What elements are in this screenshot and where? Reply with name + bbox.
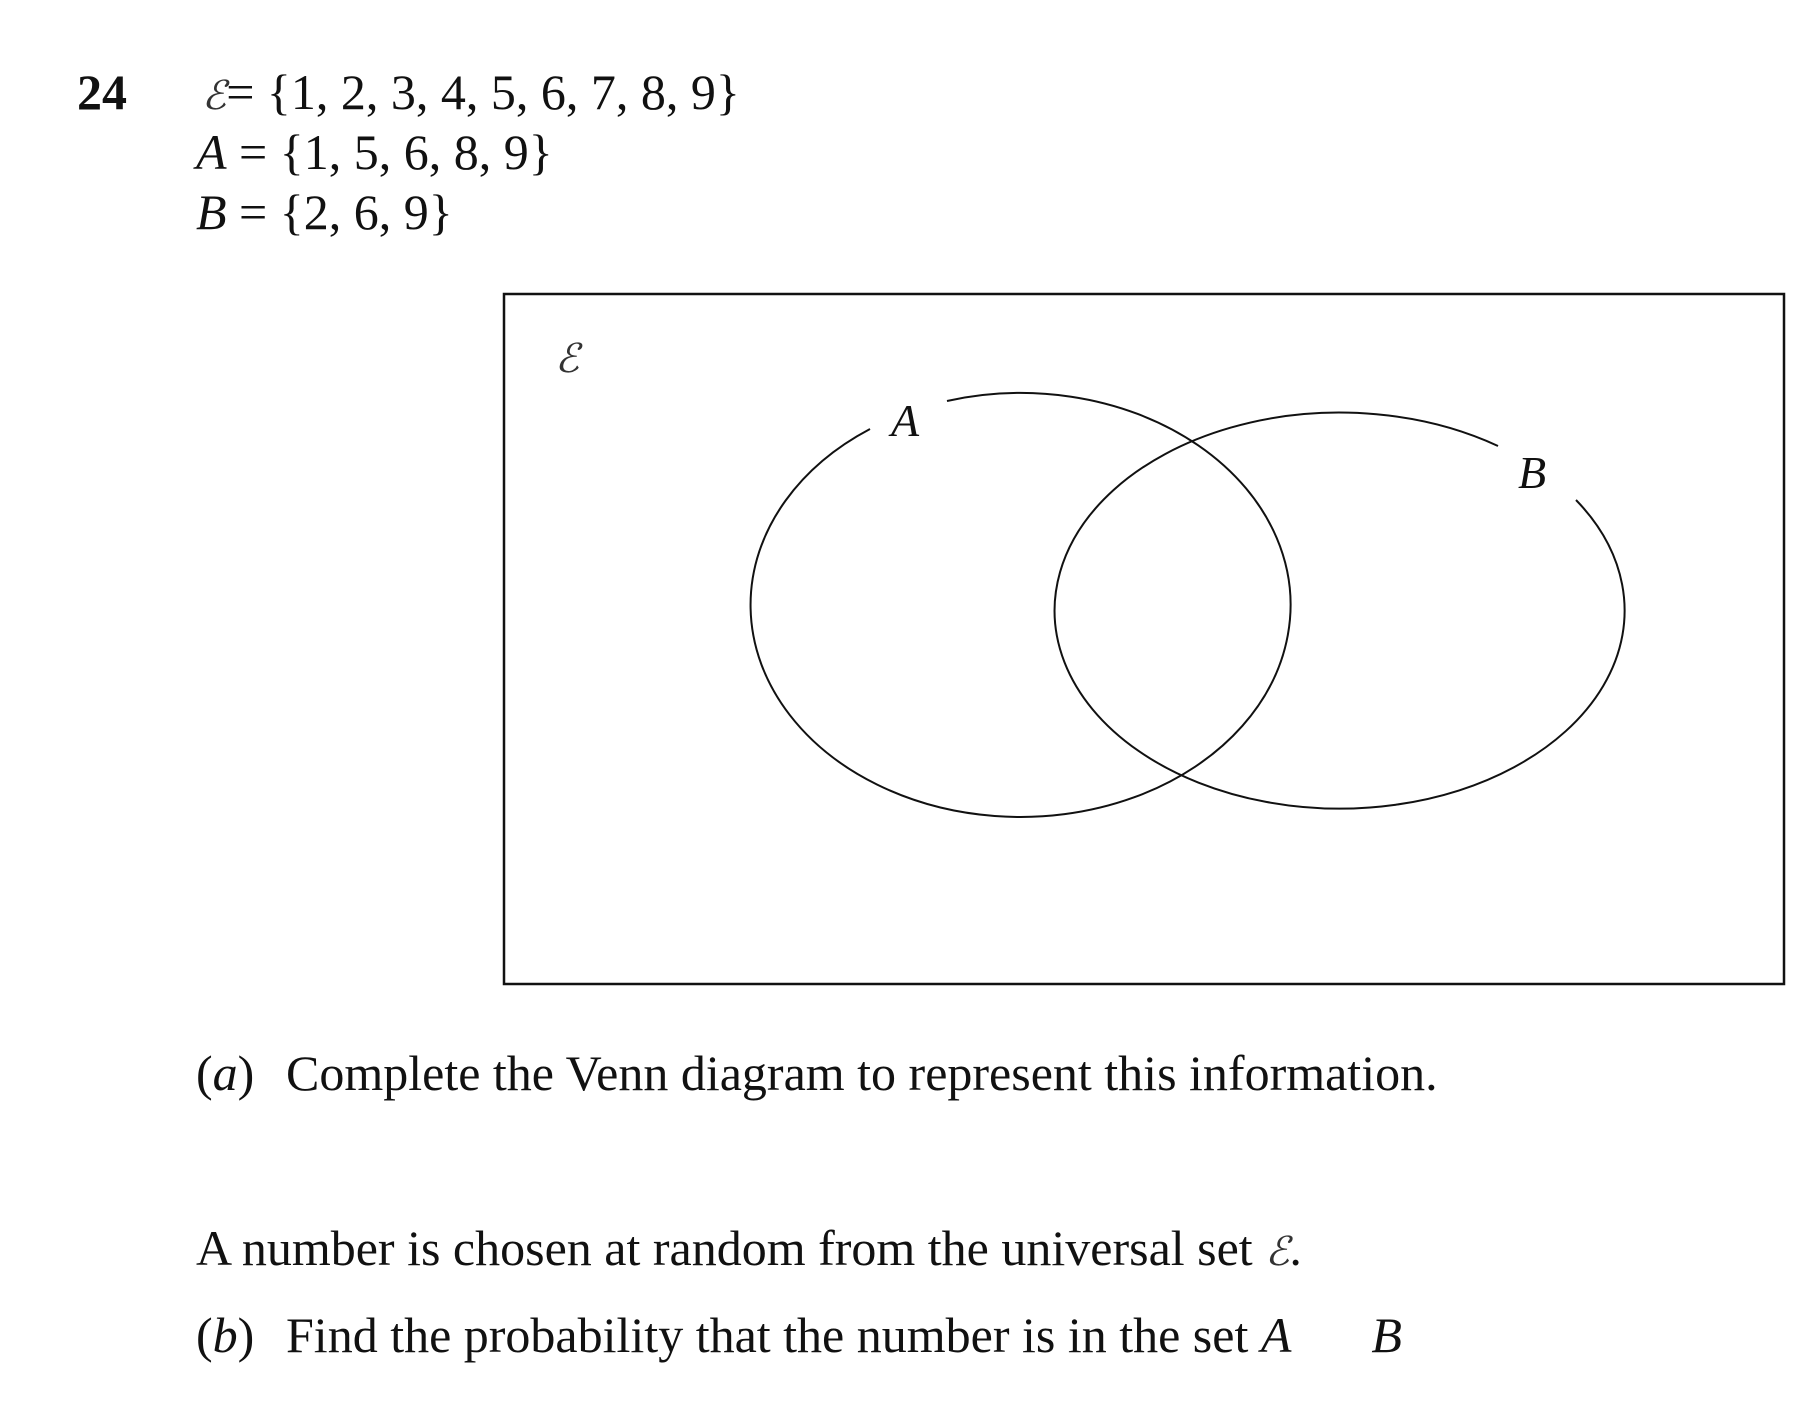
part-a-label: (a) — [196, 1045, 255, 1101]
circle-b-label: B — [1518, 447, 1547, 498]
universal-label: ℰ — [555, 336, 580, 382]
universal-symbol: ℰ — [202, 73, 227, 119]
set-a-value: = {1, 5, 6, 8, 9} — [239, 124, 553, 180]
set-b-value: = {2, 6, 9} — [239, 184, 453, 240]
part-b-set1: A — [1260, 1307, 1292, 1363]
intro-end: . — [1289, 1220, 1302, 1276]
part-b — [196, 1305, 1402, 1365]
part-b-label: (b) — [196, 1307, 255, 1363]
circle-a-label: A — [891, 395, 920, 446]
intro-universal-symbol: ℰ — [1265, 1229, 1290, 1275]
universal-rectangle — [504, 294, 1784, 984]
intro-sentence — [196, 1218, 1302, 1282]
question-number: 24 — [77, 64, 127, 120]
part-b-text: Find the probability that the number is in the set — [286, 1307, 1249, 1363]
circle-a[interactable] — [751, 393, 1291, 817]
part-a-text: Complete the Venn diagram to represent this information. — [286, 1045, 1438, 1101]
part-b-set2: B — [1371, 1307, 1402, 1363]
universal-set-value: = {1, 2, 3, 4, 5, 6, 7, 8, 9} — [226, 64, 740, 120]
set-b-name: B — [196, 184, 227, 240]
set-a-name: A — [196, 124, 227, 180]
part-a — [196, 1043, 1438, 1103]
intro-text: A number is chosen at random from the universal set — [196, 1220, 1253, 1276]
